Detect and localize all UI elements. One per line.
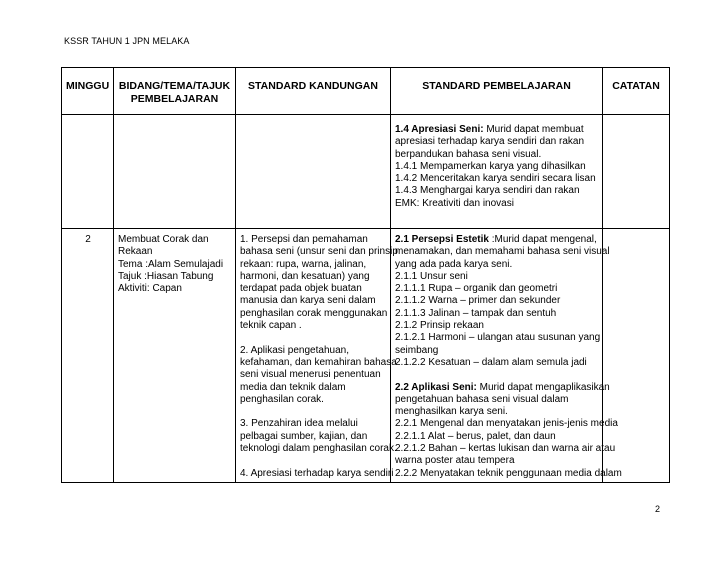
text-line: rekaan: rupa, warna, jalinan, [240, 258, 367, 270]
header-bidang-line1: BIDANG/TEMA/TAJUK [118, 80, 231, 92]
text-line: Rekaan [118, 246, 153, 258]
text-line: pengetahuan bahasa seni visual dalam [395, 393, 569, 405]
text-line: terdapat pada objek buatan [240, 283, 362, 295]
cell-bidang [114, 115, 236, 229]
text-line: 2.1.1.3 Jalinan – tampak dan sentuh [395, 307, 557, 319]
text-line: harmoni, dan kesatuan) yang [240, 270, 370, 282]
text-line: media dan teknik dalam [240, 381, 346, 393]
text-line: Tajuk :Hiasan Tabung [118, 270, 214, 282]
cell-standard-kandungan [236, 115, 391, 229]
text-line: seimbang [395, 344, 439, 356]
text-line: warna poster atau tempera [395, 455, 515, 467]
text-line: penghasilan corak menggunakan [240, 307, 388, 319]
text-line: 2.1.2.2 Kesatuan – dalam alam semula jadi [395, 356, 587, 368]
text-line: 2.2.1 Mengenal dan menyatakan jenis-jenis media [395, 418, 618, 430]
text-line: menghasilkan karya seni. [395, 406, 508, 418]
section-title: 2.2 Aplikasi Seni: [395, 381, 477, 393]
text-line: 1.4.2 Menceritakan karya sendiri secara lisan [395, 173, 596, 185]
text-line: 2.2.1.1 Alat – berus, palet, dan daun [395, 430, 556, 442]
cell-bidang [114, 229, 236, 483]
text-line: 1. Persepsi dan pemahaman [240, 234, 368, 245]
cell-minggu: 2 [62, 229, 114, 483]
text-line: pelbagai sumber, kajian, dan [240, 430, 368, 442]
text-line: 2.1.1 Unsur seni [395, 270, 468, 282]
text-line: 1.4.1 Mempamerkan karya yang dihasilkan [395, 160, 586, 172]
text-line: 2.1.1.1 Rupa – organik dan geometri [395, 283, 558, 295]
page-number: 2 [655, 504, 661, 514]
text-line: berpandukan bahasa seni visual. [395, 148, 542, 160]
text-line: 3. Penzahiran idea melalui [240, 418, 358, 430]
text-line: Membuat Corak dan [118, 234, 209, 245]
text-line: 2.1.2 Prinsip rekaan [395, 320, 484, 332]
cell-standard-pembelajaran: 2.1 Persepsi Estetik :Murid dapat mengenal, menamakan, dan memahami bahasa seni visual yang ada pada karya seni. 2.1.1 Unsur seni 2.1.1.1 Rupa – organik dan geometri 2.1.1.2 Warna – primer dan sekunder 2.1.1.3 Jalinan – tampak dan sentuh 2.1.2 Prinsip rekaan 2.1.2.1 Harmoni – ulangan atau susunan yang seimbang 2.1.2.2 Kesatuan – dalam alam semula jadi 2.2 Aplikasi Seni: Murid dapat mengaplikasikan pengetahuan bahasa seni visual dalam menghasilkan karya seni. 2.2.1 Mengenal dan menyatakan jenis-jenis media 2.2.1.1 Alat – berus, palet, dan daun 2.2.1.2 Bahan – kertas lukisan dan warna air atau warna poster atau tempera 2.2.2 Menyatakan teknik penggunaan media dalam [391, 229, 603, 483]
document-header: KSSR TAHUN 1 JPN MELAKA [64, 36, 190, 46]
cell-minggu [62, 115, 114, 229]
text-line: teknologi dalam penghasilan corak. [240, 443, 397, 455]
text-line: kefahaman, dan kemahiran bahasa [240, 356, 397, 368]
header-catatan: CATATAN [603, 68, 670, 115]
header-minggu: MINGGU [62, 68, 114, 115]
header-bidang [114, 68, 236, 115]
emk-line: EMK: Kreativiti dan inovasi [395, 197, 514, 209]
cell-standard-kandungan [236, 229, 398, 483]
text-line: penghasilan corak. [240, 393, 324, 405]
header-bidang-line2: PEMBELAJARAN [130, 93, 219, 105]
text-line: manusia dan karya seni dalam [240, 295, 376, 307]
cell-standard-pembelajaran: 1.4 Apresiasi Seni: Murid dapat membuat apresiasi terhadap karya sendiri dan rakan berpandukan bahasa seni visual. 1.4.1 Mempamerkan karya yang dihasilkan 1.4.2 Menceritakan karya sendiri secara lisan 1.4.3 Menghargai karya sendiri dan rakan EMK: Kreativiti dan inovasi [391, 115, 603, 229]
text-line: seni visual menerusi penentuan [240, 369, 381, 381]
text-line: Tema :Alam Semulajadi [118, 258, 224, 270]
text-line: bahasa seni (unsur seni dan prinsip [240, 246, 398, 258]
table-row [62, 115, 670, 229]
section-title: 1.4 Apresiasi Seni: [395, 124, 484, 135]
header-standard-kandungan: STANDARD KANDUNGAN [236, 68, 391, 115]
text-line: 2. Aplikasi pengetahuan, [240, 344, 349, 356]
table-header-row [62, 68, 670, 115]
text-line: 2.2.1.2 Bahan – kertas lukisan dan warna air atau [395, 443, 616, 455]
text-line: yang ada pada karya seni. [395, 258, 513, 270]
text-line: 2.1.1.2 Warna – primer dan sekunder [395, 295, 561, 307]
text-line: 4. Apresiasi terhadap karya sendiri [240, 467, 394, 479]
section-title: 2.1 Persepsi Estetik [395, 234, 489, 245]
text-line: Aktiviti: Capan [118, 283, 182, 295]
header-standard-pembelajaran: STANDARD PEMBELAJARAN [391, 68, 603, 115]
table-row [62, 229, 670, 483]
text-line: 2.1.2.1 Harmoni – ulangan atau susunan yang [395, 332, 601, 344]
text-line: 2.2.2 Menyatakan teknik penggunaan media dalam [395, 467, 622, 479]
lesson-plan-table [61, 67, 670, 483]
text-line: menamakan, dan memahami bahasa seni visual [395, 246, 610, 258]
text-line: 1.4.3 Menghargai karya sendiri dan rakan [395, 185, 580, 197]
text-line: apresiasi terhadap karya sendiri dan rakan [395, 136, 584, 148]
cell-catatan [603, 115, 670, 229]
text-line: teknik capan . [240, 320, 302, 332]
